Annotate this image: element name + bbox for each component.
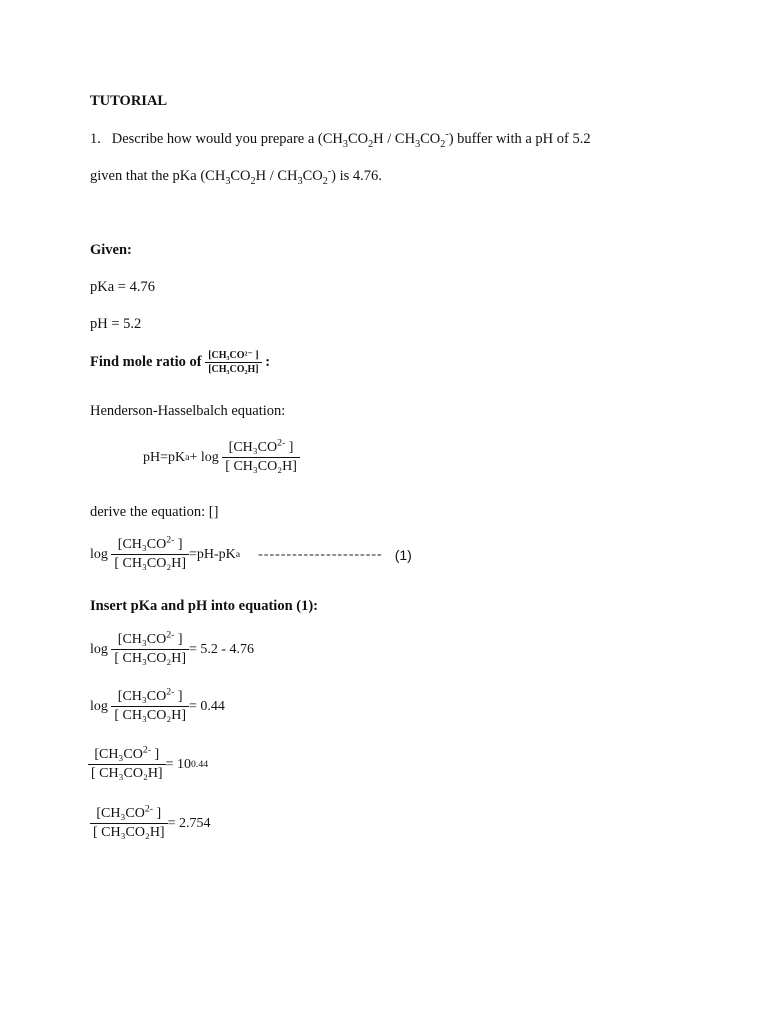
step-3-fraction: $\frac{[CH_3CO^{2-} ]}{\text{[ CH₃CO₂H]}}$ [88, 747, 166, 782]
derived-equation: log $\frac{[CH_3CO^{2-} ]}{\text{[ CH₃CO₂H]}}$ =pH-pK a ---------------------- (1) [90, 534, 412, 571]
equation-dashes: ---------------------- [258, 546, 383, 562]
hh-fraction: $\frac{[CH_3CO^{2-} ]}{\text{[ CH₃CO₂H]}}$ [222, 440, 300, 475]
given-pka: pKa = 4.76 [90, 279, 155, 295]
step-2-fraction: $\frac{[CH_3CO^{2-} ]}{\text{[ CH₃CO₂H]}}$ [111, 689, 189, 724]
hh-label: Henderson-Hasselbalch equation: [90, 403, 286, 419]
find-ratio-fraction: $\frac{\text{[CH₃CO²⁻ ]}}{\text{[CH₃CO₂H]}}$ [205, 350, 261, 375]
question-line-1: 1. Describe how would you prepare a $(CH_3CO_2H / CH_3CO_2^-)$ buffer with a pH of 5.2 [90, 129, 591, 150]
derived-fraction: $\frac{[CH_3CO^{2-} ]}{\text{[ CH₃CO₂H]}}$ [111, 537, 189, 572]
step-4-equation: $\frac{[CH_3CO^{2-} ]}{\text{[ CH₃CO₂H]}}$ = 2.754 [90, 806, 211, 841]
given-heading: Given: [90, 242, 132, 258]
question-number: 1. [90, 131, 101, 147]
question-line-2: given that the pKa $(CH_3CO_2H / CH_3CO_2^-)$ is 4.76. [90, 166, 382, 187]
find-mole-ratio: Find mole ratio of $\frac{\text{[CH₃CO²⁻ ]}}{\text{[CH₃CO₂H]}}$ : [90, 350, 271, 375]
step-3-equation: $\frac{[CH_3CO^{2-} ]}{\text{[ CH₃CO₂H]}}$ = 10 0.44 [88, 747, 208, 782]
insert-heading: Insert pKa and pH into equation (1): [90, 598, 319, 614]
equation-number: (1) [394, 546, 412, 563]
page-title: TUTORIAL [90, 93, 168, 109]
derive-label: derive the equation: [] [90, 504, 219, 520]
step-2-equation: log $\frac{[CH_3CO^{2-} ]}{\text{[ CH₃CO₂H]}}$ = 0.44 [90, 686, 225, 723]
step-1-fraction: $\frac{[CH_3CO^{2-} ]}{\text{[ CH₃CO₂H]}}$ [111, 632, 189, 667]
hh-equation: pH=pK a + log $\frac{[CH_3CO^{2-} ]}{\text{[ CH₃CO₂H]}}$ [143, 440, 300, 475]
step-4-fraction: $\frac{[CH_3CO^{2-} ]}{\text{[ CH₃CO₂H]}}$ [90, 806, 168, 841]
step-1-equation: log $\frac{[CH_3CO^{2-} ]}{\text{[ CH₃CO₂H]}}$ = 5.2 - 4.76 [90, 629, 255, 666]
given-ph: pH = 5.2 [90, 316, 142, 332]
